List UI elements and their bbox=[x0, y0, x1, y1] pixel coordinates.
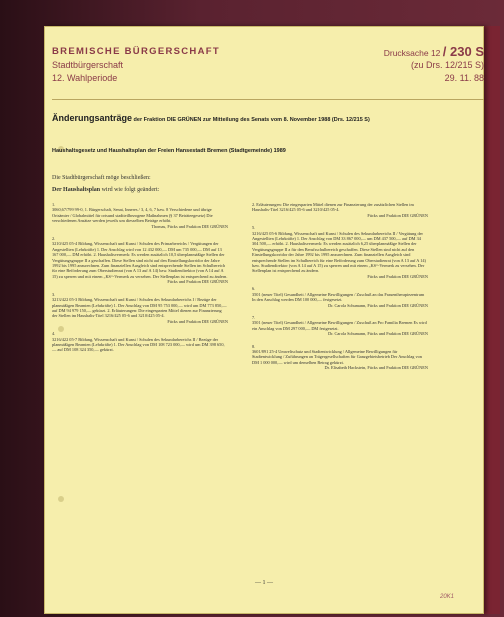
letterhead bbox=[52, 46, 220, 85]
doc-number: Drucksache 12 / 230 S bbox=[383, 44, 484, 59]
item-signatories: Fücks und Fraktion DIE GRÜNEN bbox=[167, 279, 228, 285]
item-text: 3216/425 05-6 Bildung, Wissenschaft und Kunst / Schulen des Sekundarbereichs II / Vergütung der Angestellten (Lehrkräfte) 1. Der Anschlag von DM 33 867 000,— um DM 437 500,— auf DM 34 304 500,— erhöht. 2. Haushaltsvermerk: Es werden zusätzlich 6,25 überplanmäßige Stellen der Vergütungsgruppe II a für den Berufsschulbereich geschaffen. Diese Stellen sind nicht auf den Einstellungskorridor der Jahre 1992 bis 1995 anzurechnen. Zum finanziellen Ausgleich sind entsprechende Stellen im Schulbereich für eine Beförderung zum Oberstudienrat (von A 13 auf A 14) bzw. Studiendirektor (von A 14 auf A 15) zu sperren und mit einem „KS“-Vermerk zu versehen. Der Stellenplan ist entsprechend zu ändern. bbox=[252, 230, 426, 274]
doc-date: 29. 11. 88 bbox=[444, 73, 484, 83]
item-number: 8. bbox=[252, 343, 256, 349]
item-signatories: Thomas, Fücks und Fraktion DIE GRÜNEN bbox=[151, 223, 228, 229]
item-text: 3060,67/799 99-0, 1. Bürgerschaft, Senat, Inneres / 3, 4, 6, 7 bzw. 8 Verschiedene und übrige Ortsämter / Globalmittel für ortsund stadtteilbezogene Maßnahmen (§ 37 Beiräteegesetz) Die verschiedenen Ansätze werden jeweils um diesselben Beträge erhöht. bbox=[52, 207, 213, 224]
archive-stamp: 20K1 bbox=[440, 594, 455, 600]
item-text: 3213/422 05-3 Bildung, Wissenschaft und Kunst / Schulen des Sekundarbereichs I / Bezüge der planmäßigen Beamten (Lehrkräfte) 1. Der Anschlag von DM 95 753 000,— wird um DM 773 850,— auf DM 94 979 150,— gekürzt. 2. Erläuterungen: Die eingesparten Mittel dienen zur Finanzierung der Stellen im Haushalts-Titel 3216/425 05-6 und 3210/425 05-4. bbox=[52, 297, 227, 319]
amendment-item bbox=[252, 344, 428, 371]
amendment-item bbox=[252, 315, 428, 337]
item-signatories: Dr. Carola Schumann, Fücks und Fraktion DIE GRÜNEN bbox=[328, 331, 428, 337]
item-text: 3501 (neuer Titel) Gesundheit / Allgemeine Bewilligungen / Zuschuß an Pro Familia Bremen Es wird ein Anschlag von DM 297 000,— DM festgesetzt. bbox=[252, 320, 427, 331]
item-text: 3210/425 05-4 Bildung, Wissenschaft und Kunst / Schulen des Primarbereichs / Vergütungen der Angestellten (Lehrkräfte) 1. Der Anschlag wird von 12 432 000,— DM um 735 000,— DM auf 13 167 000,— DM erhöht. 2. Haushaltsvermerk: Es werden zusätzlich 10,5 überplanmäßige Stellen der Vergütungsgruppe II a geschaffen. Diese Stellen sind nicht auf den Einstellungskorridor der Jahre 1992 bis 1995 anzurechnen. Zum finanziellen Ausgleich sind entsprechende Stellen im Schulbereich für eine Beförderung zum Oberstudienrat (von A 13 auf A 14) bzw. Studiendirektor (von A 14 auf A 15) zu sperren und mit einem „KS“-Vermerk zu versehen. Der Stellenplan ist entsprechend zu ändern. bbox=[52, 241, 228, 279]
amendment-item bbox=[52, 202, 228, 229]
amendment-item bbox=[252, 202, 428, 218]
item-text: 3601/891 25-4 Umweltschutz und Stadtentwicklung / Allgemeine Bewilligungen für Stadtentwicklung / Zuführungen an Trägergesellschaften für Ganzgebietsbetrieb Der Anschlag von DM 1 000 000,— wird um denselben Betrag gekürzt. bbox=[252, 348, 422, 365]
page-number: — 1 — bbox=[255, 580, 273, 586]
organization-name: BREMISCHE BÜRGERSCHAFT bbox=[52, 46, 220, 57]
doc-ref: (zu Drs. 12/215 S) bbox=[410, 60, 484, 70]
amendment-item bbox=[252, 286, 428, 308]
amendment-item bbox=[252, 225, 428, 279]
punch-hole bbox=[58, 496, 64, 502]
item-signatories: Dr. Elisabeth Hackstein, Fücks und Fraktion DIE GRÜNEN bbox=[324, 365, 428, 371]
amendment-item bbox=[52, 331, 228, 353]
item-text: 3501 (neuer Titel) Gesundheit / Allgemeine Bewilligungen / Zuschuß an das Frauentherapiezentrum In den Anschlag werden DM 100 000,— festgesetzt. bbox=[252, 291, 425, 303]
intro: Die Stadtbürgerschaft möge beschließen: Der Haushaltsplan wird wie folgt geändert: bbox=[52, 175, 160, 193]
document-reference bbox=[384, 44, 484, 85]
legislative-period: 12. Wahlperiode bbox=[52, 73, 118, 83]
item-number: 7. bbox=[252, 314, 256, 320]
item-signatories: Fücks und Fraktion DIE GRÜNEN bbox=[367, 212, 428, 218]
right-column bbox=[252, 202, 428, 378]
item-text: 2. Erläuterungen: Die eingesparten Mittel dienen zur Finanzierung der zusätzlichen Stellen im Haushalts-Titel 3216/425 05-6 und 3210/425 05-4. bbox=[252, 202, 414, 213]
left-column bbox=[52, 202, 228, 360]
item-number: 6. bbox=[252, 286, 256, 292]
amendment-item bbox=[52, 292, 228, 324]
amendment-title: Änderungsanträge der Fraktion DIE GRÜNEN zur Mitteilung des Senats vom 8. November 1988 (Drs. 12/215 S) bbox=[52, 113, 370, 123]
item-signatories: Dr. Carola Schumann, Fücks und Fraktion DIE GRÜNEN bbox=[328, 302, 428, 308]
subject-line: Haushaltsgesetz und Haushaltsplan der Freien Hansestadt Bremen (Stadtgemeinde) 1989 bbox=[52, 148, 286, 154]
house-name: Stadtbürgerschaft bbox=[52, 60, 124, 70]
header-divider bbox=[52, 99, 484, 100]
item-signatories: Fücks und Fraktion DIE GRÜNEN bbox=[167, 318, 228, 324]
item-number: 5. bbox=[252, 225, 256, 231]
item-number: 2. bbox=[52, 236, 56, 242]
amendment-item bbox=[52, 236, 228, 285]
item-number: 1. bbox=[52, 202, 56, 207]
binder-ribbon bbox=[484, 26, 500, 614]
item-number: 4. bbox=[52, 331, 56, 337]
item-number: 3. bbox=[52, 291, 56, 297]
item-text: 3216/422 05-7 Bildung, Wissenschaft und Kunst / Schulen des Sekundarbereichs II / Bezüge der planmäßigen Beamten (Lehrkräfte) 1. Der Anschlag von DM 108 723 000,— wird um DM 398 650,— auf DM 108 324 350,— gekürzt. bbox=[52, 336, 225, 353]
item-signatories: Fücks und Fraktion DIE GRÜNEN bbox=[367, 273, 428, 279]
